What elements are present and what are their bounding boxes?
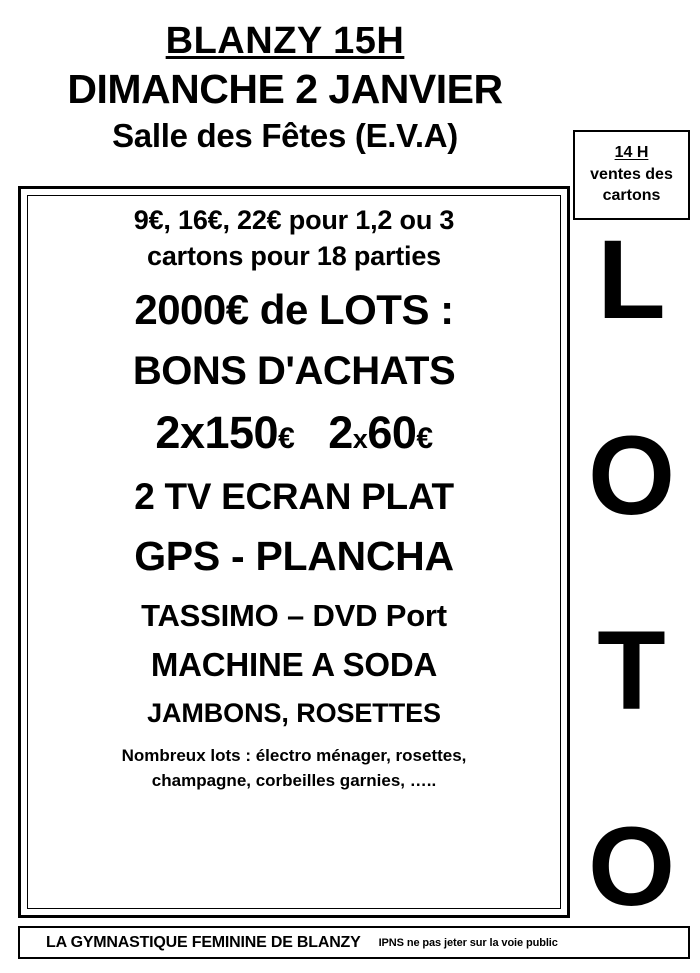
ipns-notice: IPNS ne pas jeter sur la voie public [378,936,558,949]
ticket-sales-box [573,130,690,220]
loto-letter-1: L [597,217,666,342]
prize-tv: 2 TV ECRAN PLAT [134,475,454,517]
voucher-amount-2-currency: € [416,421,433,455]
poster-header [0,22,570,156]
pricing-line-1: 9€, 16€, 22€ pour 1,2 ou 3 [133,205,455,235]
voucher-amount-1-currency: € [278,421,295,455]
ticket-sales-label-line2: cartons [602,187,661,205]
loto-letter-3: T [597,608,666,734]
loto-letter-2: O [587,412,676,538]
voucher-amount-2-count: 2 [328,406,353,458]
prize-soda-machine: MACHINE A SODA [150,645,438,683]
voucher-amount-2-multiplier: x [352,423,368,454]
event-date: DIMANCHE 2 JANVIER [67,65,503,112]
organizer-name: LA GYMNASTIQUE FEMININE DE BLANZY [46,933,361,951]
prize-tassimo-dvd: TASSIMO – DVD Port [141,598,447,634]
ticket-sales-time: 14 H [614,144,649,161]
page-title: BLANZY 15H [165,20,405,62]
prize-jambons-rosettes: JAMBONS, ROSETTES [147,698,441,729]
vertical-loto-word [573,217,690,929]
prize-vouchers-label: BONS D'ACHATS [132,348,456,393]
footer-box [18,926,690,959]
ticket-sales-label-line1: ventes des [590,165,673,183]
total-prize-value: 2000€ de LOTS : [134,286,454,334]
prize-details-content [27,197,561,794]
prize-gps-plancha: GPS - PLANCHA [134,533,454,579]
voucher-amounts [37,406,551,460]
additional-prizes-line-1: Nombreux lots : électro ménager, rosettes, [121,745,467,765]
voucher-amount-1: 2x150 [155,406,279,458]
voucher-amount-2-value: 60 [367,406,417,458]
pricing-line-2: cartons pour 18 parties [147,240,441,271]
additional-prizes-line-2: champagne, corbeilles garnies, ….. [151,771,437,791]
prize-details-box [18,186,570,918]
event-venue: Salle des Fêtes (E.V.A) [112,117,458,155]
loto-letter-4: O [587,803,676,929]
